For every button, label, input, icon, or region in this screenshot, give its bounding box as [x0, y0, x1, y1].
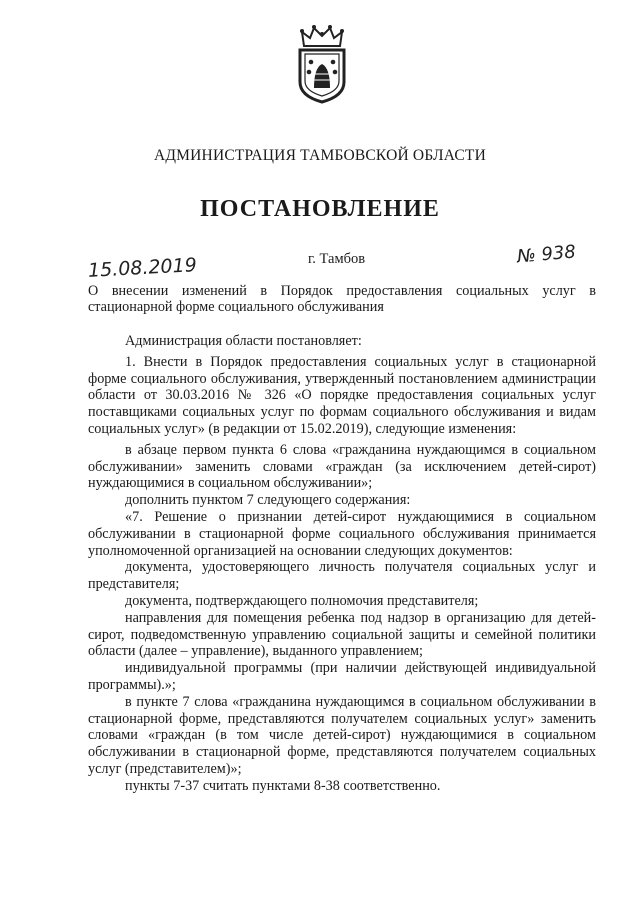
document-body — [88, 333, 596, 795]
paragraph-doc-referral: направления для помещения ребенка под надзор в организацию для детей-сирот, подведомственную управлению социальной защиты и семейной политики области (далее – управление), выданного управлением; — [88, 609, 596, 660]
city: г. Тамбов — [308, 251, 366, 267]
paragraph-renumber: пункты 7-37 считать пунктами 8-38 соответственно. — [125, 777, 441, 794]
coat-of-arms-emblem — [292, 24, 352, 104]
paragraph-new-item-7: «7. Решение о признании детей-сирот нуждающимися в социальном обслуживании в стационарной форме социального обслуживания принимается уполномоченной организацией на основании следующих документов: — [88, 508, 596, 559]
preamble: Администрация области постановляет: — [125, 333, 362, 349]
paragraph-doc-authority: документа, подтверждающего полномочия представителя; — [125, 592, 479, 609]
organization-name: АДМИНИСТРАЦИЯ ТАМБОВСКОЙ ОБЛАСТИ — [154, 147, 486, 164]
paragraph-doc-program: индивидуальной программы (при наличии действующей индивидуальной программы).»; — [88, 660, 596, 693]
paragraph-change-1: в абзаце первом пункта 6 слова «гражданина нуждающимся в социальном обслуживании» заменить словами «граждан (за исключением детей-сирот) нуждающимися в социальном обслуживании»; — [88, 441, 596, 492]
document-type-title: ПОСТАНОВЛЕНИЕ — [200, 196, 440, 222]
paragraph-change-2: дополнить пунктом 7 следующего содержания: — [125, 492, 411, 509]
handwritten-document-number: № 938 — [516, 241, 577, 268]
paragraph-change-3: в пункте 7 слова «гражданина нуждающимся в социальном обслуживании в стационарной форме, представляются получателем социальных услуг» заменить словами «граждан (в том числе детей-сирот) нуждающимися в социальном обслуживании в стационарной форме, представляются получателем социальных услуг (представителем)»; — [88, 693, 596, 777]
handwritten-date: 15.08.2019 — [87, 254, 198, 282]
paragraph-item-1: 1. Внести в Порядок предоставления социальных услуг в стационарной форме социального обслуживания, утвержденный постановлением администрации области от 30.03.2016 № 326 «О порядке предоставления социальных услуг поставщиками социальных услуг по формам социального обслуживания и видам социальных услуг» (в редакции от 15.02.2019), следующие изменения: — [88, 353, 596, 437]
document-subject: О внесении изменений в Порядок предоставления социальных услуг в стационарной форме социального обслуживания — [88, 283, 596, 315]
paragraph-doc-identity: документа, удостоверяющего личность получателя социальных услуг и представителя; — [88, 559, 596, 593]
